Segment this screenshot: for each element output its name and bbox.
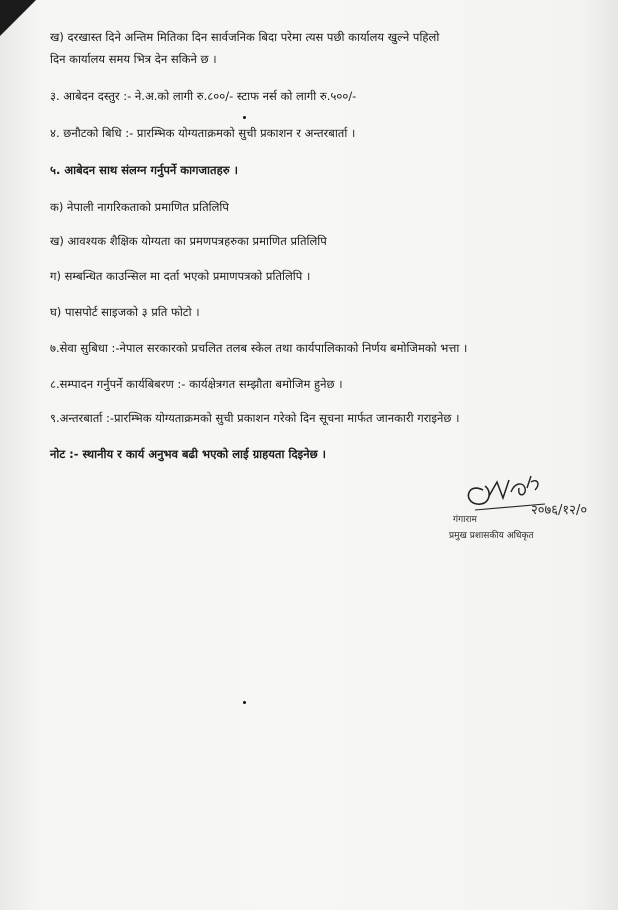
text-line-service-benefits: ७.सेवा सुबिधा :-नेपाल सरकारको प्रचलित तलब स्केल तथा कार्यपालिकाको निर्णय बमोजिमको भत्ता । [50, 341, 468, 355]
text-line-interview: ९.अन्तरबार्ता :-प्रारम्भिक योग्यताक्रमको सुची प्रकाशन गरेको दिन सूचना मार्फत जानकारी गराइनेछ । [50, 411, 460, 425]
speck-dot [243, 116, 246, 119]
signature-block [445, 452, 588, 552]
text-line-job-description: ८.सम्पादन गर्नुपर्ने कार्यबिबरण :- कार्यक्षेत्रगत सम्झौता बमोजिम हुनेछ । [50, 377, 343, 391]
signatory-title: प्रमुख प्रशासकीय अधिकृत [449, 531, 534, 541]
text-line-doc-b: ख) आवश्यक शैक्षिक योग्यता का प्रमणपत्रहरुका प्रमाणित प्रतिलिपि [50, 234, 327, 248]
signature-date: २०७६/१२/० [531, 503, 588, 518]
speck-dot [243, 701, 246, 704]
text-line-documents-heading: ५. आबेदन साथ संलग्न गर्नुपर्ने कागजातहरु । [50, 163, 238, 177]
text-line-application-fee: ३. आबेदन दस्तुर :- ने.अ.को लागी रु.८००/- स्टाफ नर्स को लागी रु.५००/- [50, 89, 357, 103]
text-line-doc-a: क) नेपाली नागरिकताको प्रमाणित प्रतिलिपि [50, 200, 229, 214]
text-line-doc-c: ग) सम्बन्धित काउन्सिल मा दर्ता भएको प्रमाणपत्रको प्रतिलिपि । [50, 269, 311, 283]
text-line-selection-method: ४. छनौटको बिधि :- प्रारम्भिक योग्यताक्रमको सुची प्रकाशन र अन्तरबार्ता । [50, 126, 356, 140]
text-line-note: नोट :- स्थानीय र कार्य अनुभव बढी भएको लाई ग्राहयता दिइनेछ । [50, 447, 327, 461]
corner-scan-mark [0, 0, 36, 36]
text-line-1: ख) दरखास्त दिने अन्तिम मितिका दिन सार्वजनिक बिदा परेमा त्यस पछी कार्यालय खुल्ने पहिलो [50, 30, 440, 44]
signatory-name: गंगाराम [453, 515, 477, 525]
text-line-2: दिन कार्यालय समय भित्र देन सकिने छ । [50, 52, 217, 66]
text-line-doc-d: घ) पासपोर्ट साइजको ३ प्रति फोटो । [50, 305, 200, 319]
